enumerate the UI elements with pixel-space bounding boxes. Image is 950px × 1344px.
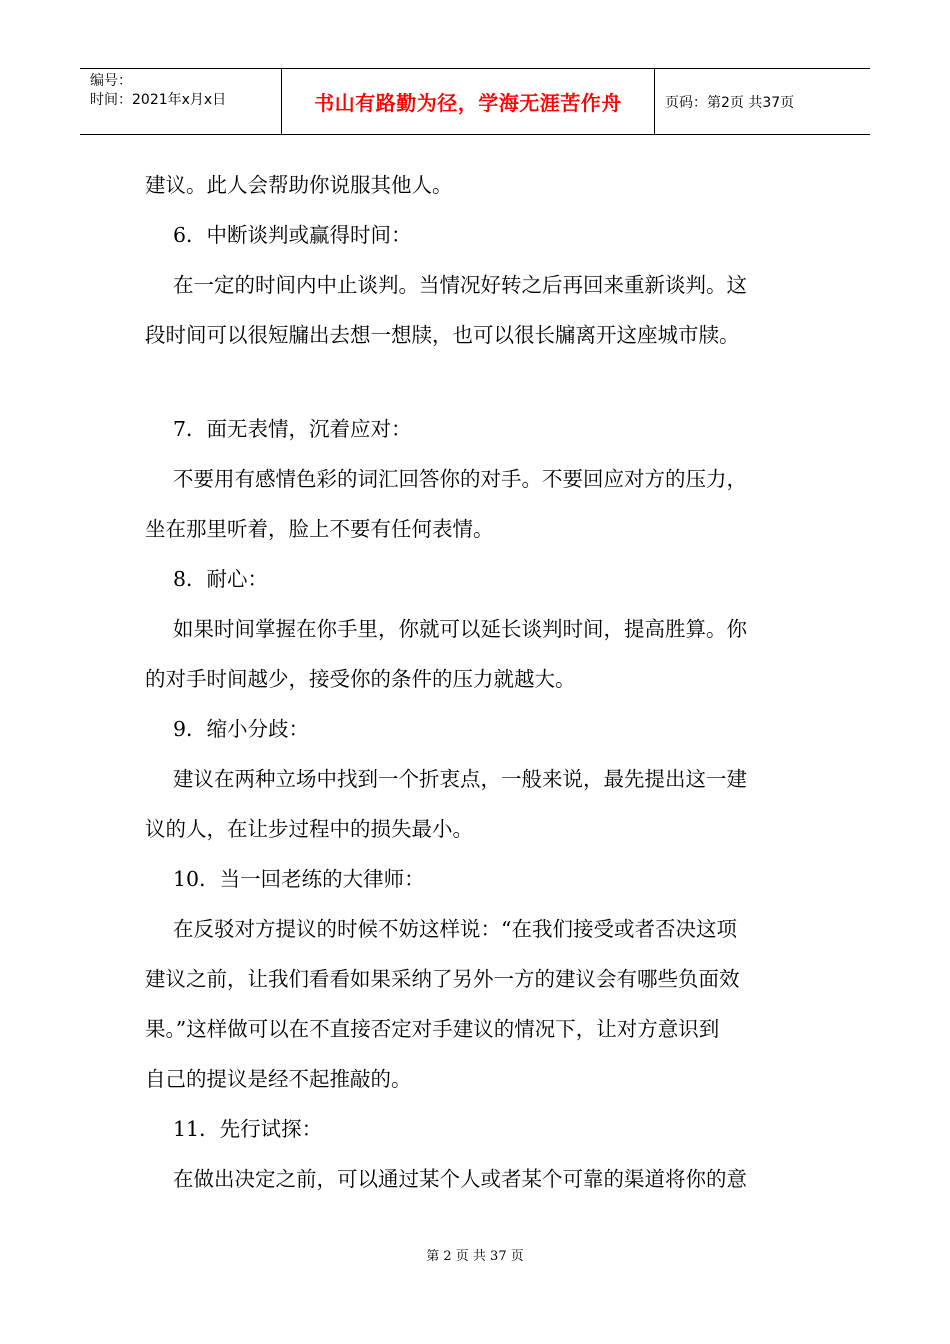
paragraph-line: 段时间可以很短牖出去想一想牍，也可以很长牖离开这座城市牍。 — [145, 323, 740, 347]
section-heading: 9．缩小分歧： — [173, 717, 310, 741]
header-table — [80, 68, 870, 135]
paragraph-line: 果。”这样做可以在不直接否定对手建议的情况下，让对方意识到 — [145, 1017, 720, 1041]
paragraph-line: 坐在那里听着，脸上不要有任何表情。 — [145, 517, 494, 541]
header-middle-cell — [282, 69, 655, 134]
paragraph-gap — [145, 360, 805, 404]
section-heading: 8．耐心： — [173, 567, 269, 591]
paragraph-line: 的对手时间越少，接受你的条件的压力就越大。 — [145, 667, 576, 691]
paragraph-line: 建议之前，让我们看看如果采纳了另外一方的建议会有哪些负面效 — [145, 967, 740, 991]
paragraph-line: 议的人，在让步过程中的损失最小。 — [145, 817, 473, 841]
document-date-label: 时间：2021年x月x日 — [90, 92, 227, 108]
section-heading: 10．当一回老练的大律师： — [173, 867, 425, 891]
section-heading: 6．中断谈判或赢得时间： — [173, 223, 412, 247]
section-heading: 11．先行试探： — [173, 1117, 323, 1141]
document-body — [145, 160, 805, 1204]
paragraph-line: 建议。此人会帮助你说服其他人。 — [145, 173, 453, 197]
header-right-cell — [655, 69, 870, 134]
document-code-label: 编号： — [90, 73, 132, 89]
paragraph-line: 自己的提议是经不起推敲的。 — [145, 1067, 412, 1091]
paragraph-line: 不要用有感情色彩的词汇回答你的对手。不要回应对方的压力， — [173, 467, 747, 491]
page-footer: 第 2 页 共 37 页 — [426, 1249, 524, 1264]
header-page-info: 页码：第2页 共37页 — [665, 94, 795, 111]
paragraph-line: 在反驳对方提议的时候不妨这样说：“在我们接受或者否决这项 — [173, 917, 737, 941]
header-left-cell — [80, 69, 282, 134]
paragraph-line: 建议在两种立场中找到一个折衷点，一般来说，最先提出这一建 — [173, 767, 747, 791]
section-heading: 7．面无表情，沉着应对： — [173, 417, 412, 441]
paragraph-line: 如果时间掌握在你手里，你就可以延长谈判时间，提高胜算。你 — [173, 617, 747, 641]
paragraph-line: 在做出决定之前，可以通过某个人或者某个可靠的渠道将你的意 — [173, 1167, 747, 1191]
header-motto: 书山有路勤为径，学海无涯苦作舟 — [314, 91, 622, 115]
paragraph-line: 在一定的时间内中止谈判。当情况好转之后再回来重新谈判。这 — [173, 273, 747, 297]
